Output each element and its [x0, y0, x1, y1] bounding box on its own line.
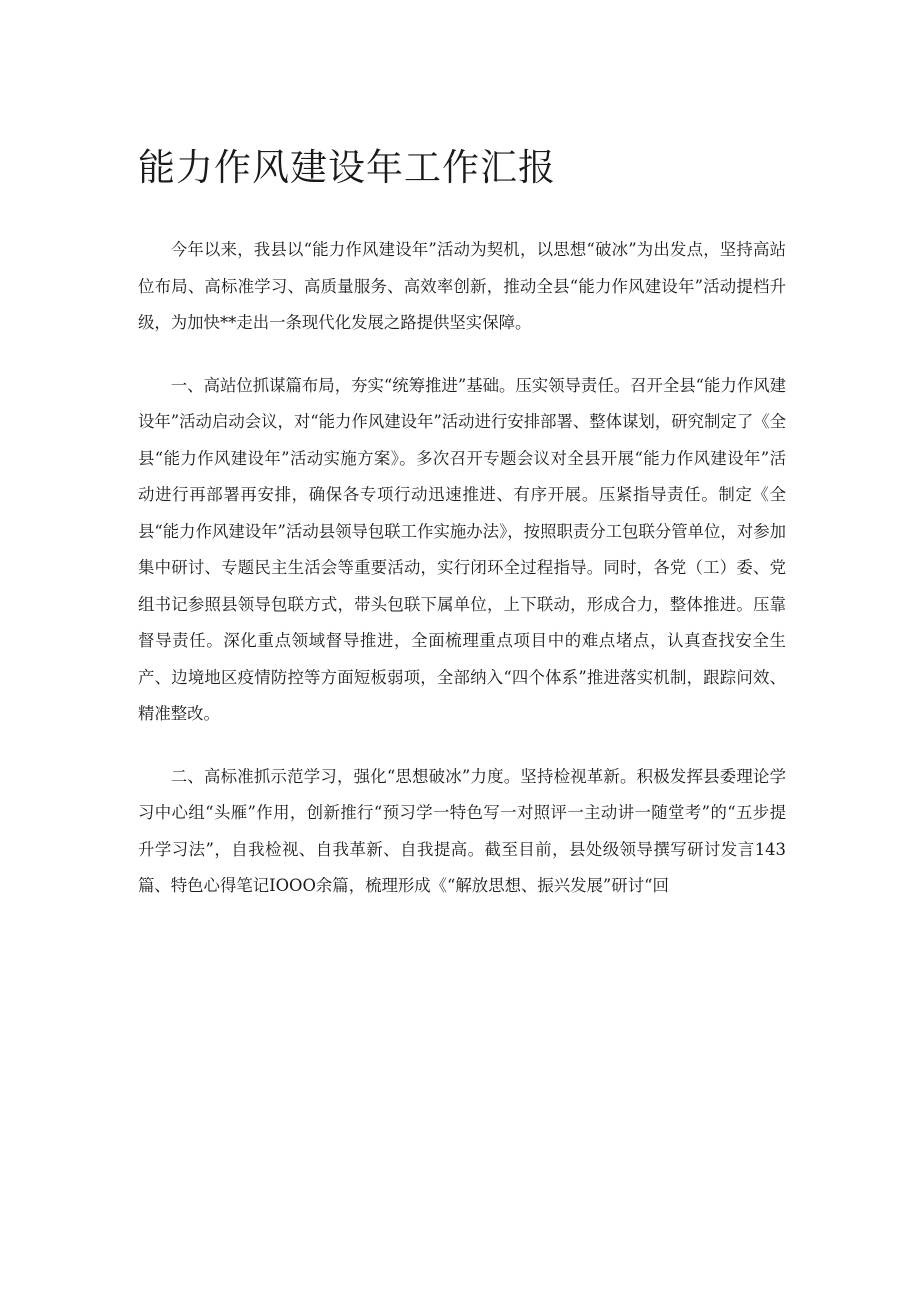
document-title: 能力作风建设年工作汇报 — [138, 146, 556, 189]
paragraph-section-two: 二、高标准抓示范学习，强化“思想破冰”力度。坚持检视革新。积极发挥县委理论学习中心组“头雁”作用，创新推行“预习学一特色写一对照评一主动讲一随堂考”的“五步提升学习法”，自我检视、自我革新、自我提高。截至目前，县处级领导撰写研讨发言143篇、特色心得笔记IOOO余篇，梳理形成《“解放思想、振兴发展”研讨“回 — [138, 766, 786, 895]
paragraph-intro: 今年以来，我县以“能力作风建设年”活动为契机，以思想“破冰”为出发点，坚持高站位布局、高标准学习、高质量服务、高效率创新，推动全县“能力作风建设年”活动提档升级，为加快**走出一条现代化发展之路提供坚实保障。 — [138, 240, 786, 332]
document-body — [138, 232, 786, 931]
paragraph-section-one: 一、高站位抓谋篇布局，夯实“统筹推进”基础。压实领导责任。召开全县“能力作风建设年”活动启动会议，对“能力作风建设年”活动进行安排部署、整体谋划，研究制定了《全县“能力作风建设年”活动实施方案》。多次召开专题会议对全县开展“能力作风建设年”活动进行再部署再安排，确保各专项行动迅速推进、有序开展。压紧指导责任。制定《全县“能力作风建设年”活动县领导包联工作实施办法》，按照职责分工包联分管单位，对参加集中研讨、专题民主生活会等重要活动，实行闭环全过程指导。同时，各党（工）委、党组书记参照县领导包联方式，带头包联下属单位，上下联动，形成合力，整体推进。压靠督导责任。深化重点领域督导推进，全面梳理重点项目中的难点堵点，认真查找安全生产、边境地区疫情防控等方面短板弱项，全部纳入“四个体系”推进落实机制，跟踪问效、精准整改。 — [138, 375, 786, 723]
